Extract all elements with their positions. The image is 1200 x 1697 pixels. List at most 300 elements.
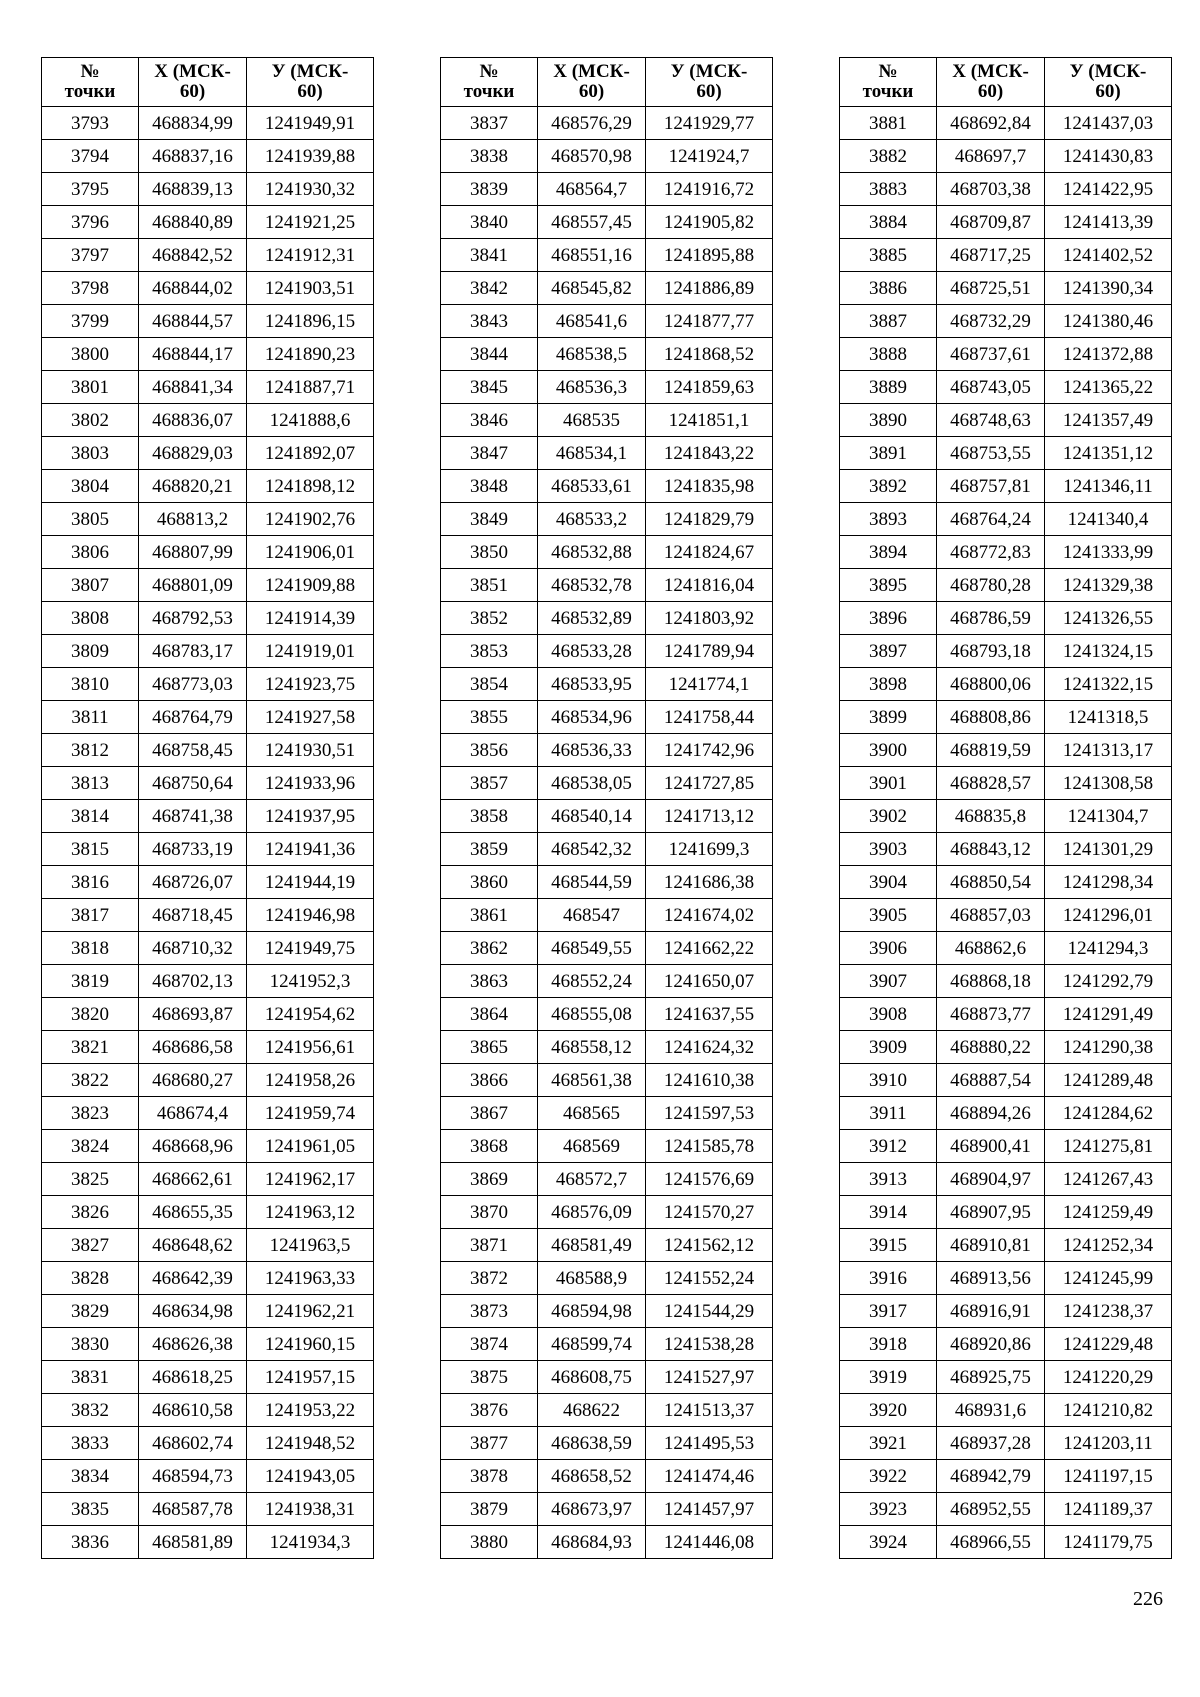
x-coordinate-cell: 468868,18 [937, 965, 1045, 998]
point-number-cell: 3823 [42, 1097, 139, 1130]
x-coordinate-cell: 468674,4 [139, 1097, 247, 1130]
y-coordinate-cell: 1241774,1 [646, 668, 773, 701]
y-coordinate-cell: 1241189,37 [1045, 1493, 1172, 1526]
point-number-cell: 3869 [441, 1163, 538, 1196]
x-coordinate-cell: 468844,57 [139, 305, 247, 338]
x-coordinate-cell: 468552,24 [538, 965, 646, 998]
x-coordinate-cell: 468564,7 [538, 173, 646, 206]
y-coordinate-cell: 1241290,38 [1045, 1031, 1172, 1064]
y-coordinate-cell: 1241923,75 [247, 668, 374, 701]
point-number-cell: 3846 [441, 404, 538, 437]
table-row [441, 1394, 773, 1427]
x-coordinate-cell: 468758,45 [139, 734, 247, 767]
header-y-coordinate: У (МСК- 60) [646, 58, 773, 107]
y-coordinate-cell: 1241868,52 [646, 338, 773, 371]
y-coordinate-cell: 1241929,77 [646, 107, 773, 140]
table-row [441, 866, 773, 899]
y-coordinate-cell: 1241513,37 [646, 1394, 773, 1427]
table-row [441, 668, 773, 701]
point-number-cell: 3835 [42, 1493, 139, 1526]
point-number-cell: 3800 [42, 338, 139, 371]
y-coordinate-cell: 1241898,12 [247, 470, 374, 503]
point-number-cell: 3923 [840, 1493, 937, 1526]
x-coordinate-cell: 468916,91 [937, 1295, 1045, 1328]
point-number-cell: 3881 [840, 107, 937, 140]
x-coordinate-cell: 468594,73 [139, 1460, 247, 1493]
table-row [42, 1361, 374, 1394]
table-row [840, 932, 1172, 965]
point-number-cell: 3857 [441, 767, 538, 800]
table-row [42, 1262, 374, 1295]
x-coordinate-cell: 468658,52 [538, 1460, 646, 1493]
point-number-cell: 3902 [840, 800, 937, 833]
point-number-cell: 3858 [441, 800, 538, 833]
x-coordinate-cell: 468547 [538, 899, 646, 932]
table-row [42, 1427, 374, 1460]
table-row [840, 1097, 1172, 1130]
x-coordinate-cell: 468534,96 [538, 701, 646, 734]
table-row [840, 833, 1172, 866]
header-point-number: № точки [441, 58, 538, 107]
table-row [42, 899, 374, 932]
table-row [840, 602, 1172, 635]
x-coordinate-cell: 468857,03 [937, 899, 1045, 932]
y-coordinate-cell: 1241413,39 [1045, 206, 1172, 239]
table-row [42, 437, 374, 470]
y-coordinate-cell: 1241962,21 [247, 1295, 374, 1328]
table-row [441, 404, 773, 437]
x-coordinate-cell: 468692,84 [937, 107, 1045, 140]
table-row [441, 239, 773, 272]
table-row [840, 965, 1172, 998]
x-coordinate-cell: 468538,5 [538, 338, 646, 371]
y-coordinate-cell: 1241446,08 [646, 1526, 773, 1559]
table-row [840, 1328, 1172, 1361]
point-number-cell: 3850 [441, 536, 538, 569]
table-row [42, 1394, 374, 1427]
x-coordinate-cell: 468673,97 [538, 1493, 646, 1526]
y-coordinate-cell: 1241886,89 [646, 272, 773, 305]
y-coordinate-cell: 1241197,15 [1045, 1460, 1172, 1493]
point-number-cell: 3907 [840, 965, 937, 998]
point-number-cell: 3798 [42, 272, 139, 305]
point-number-cell: 3916 [840, 1262, 937, 1295]
table-row [42, 569, 374, 602]
point-number-cell: 3828 [42, 1262, 139, 1295]
y-coordinate-cell: 1241457,97 [646, 1493, 773, 1526]
table-row [42, 734, 374, 767]
y-coordinate-cell: 1241585,78 [646, 1130, 773, 1163]
point-number-cell: 3888 [840, 338, 937, 371]
y-coordinate-cell: 1241742,96 [646, 734, 773, 767]
header-point-number: № точки [42, 58, 139, 107]
point-number-cell: 3900 [840, 734, 937, 767]
x-coordinate-cell: 468558,12 [538, 1031, 646, 1064]
x-coordinate-cell: 468741,38 [139, 800, 247, 833]
x-coordinate-cell: 468841,34 [139, 371, 247, 404]
point-number-cell: 3814 [42, 800, 139, 833]
table-row [441, 272, 773, 305]
table-row [42, 206, 374, 239]
x-coordinate-cell: 468533,2 [538, 503, 646, 536]
y-coordinate-cell: 1241934,3 [247, 1526, 374, 1559]
point-number-cell: 3822 [42, 1064, 139, 1097]
point-number-cell: 3924 [840, 1526, 937, 1559]
x-coordinate-cell: 468680,27 [139, 1064, 247, 1097]
table-row [840, 800, 1172, 833]
point-number-cell: 3905 [840, 899, 937, 932]
table-body [840, 107, 1172, 1559]
table-row [441, 338, 773, 371]
y-coordinate-cell: 1241919,01 [247, 635, 374, 668]
table-row [42, 1460, 374, 1493]
table-row [840, 668, 1172, 701]
point-number-cell: 3841 [441, 239, 538, 272]
table-row [840, 899, 1172, 932]
table-row [441, 536, 773, 569]
x-coordinate-cell: 468880,22 [937, 1031, 1045, 1064]
y-coordinate-cell: 1241674,02 [646, 899, 773, 932]
x-coordinate-cell: 468536,33 [538, 734, 646, 767]
x-coordinate-cell: 468900,41 [937, 1130, 1045, 1163]
y-coordinate-cell: 1241937,95 [247, 800, 374, 833]
point-number-cell: 3901 [840, 767, 937, 800]
y-coordinate-cell: 1241956,61 [247, 1031, 374, 1064]
table-row [840, 503, 1172, 536]
point-number-cell: 3802 [42, 404, 139, 437]
point-number-cell: 3870 [441, 1196, 538, 1229]
table-row [840, 701, 1172, 734]
table-row [42, 932, 374, 965]
y-coordinate-cell: 1241552,24 [646, 1262, 773, 1295]
x-coordinate-cell: 468937,28 [937, 1427, 1045, 1460]
point-number-cell: 3808 [42, 602, 139, 635]
table-row [441, 107, 773, 140]
table-row [42, 1196, 374, 1229]
table-row [840, 140, 1172, 173]
y-coordinate-cell: 1241713,12 [646, 800, 773, 833]
y-coordinate-cell: 1241650,07 [646, 965, 773, 998]
point-number-cell: 3853 [441, 635, 538, 668]
point-number-cell: 3899 [840, 701, 937, 734]
y-coordinate-cell: 1241954,62 [247, 998, 374, 1031]
point-number-cell: 3836 [42, 1526, 139, 1559]
y-coordinate-cell: 1241304,7 [1045, 800, 1172, 833]
x-coordinate-cell: 468837,16 [139, 140, 247, 173]
y-coordinate-cell: 1241308,58 [1045, 767, 1172, 800]
table-row [441, 140, 773, 173]
y-coordinate-cell: 1241946,98 [247, 899, 374, 932]
point-number-cell: 3827 [42, 1229, 139, 1262]
table-row [42, 965, 374, 998]
y-coordinate-cell: 1241597,53 [646, 1097, 773, 1130]
point-number-cell: 3849 [441, 503, 538, 536]
x-coordinate-cell: 468942,79 [937, 1460, 1045, 1493]
y-coordinate-cell: 1241953,22 [247, 1394, 374, 1427]
y-coordinate-cell: 1241960,15 [247, 1328, 374, 1361]
point-number-cell: 3911 [840, 1097, 937, 1130]
y-coordinate-cell: 1241322,15 [1045, 668, 1172, 701]
point-number-cell: 3891 [840, 437, 937, 470]
x-coordinate-cell: 468786,59 [937, 602, 1045, 635]
table-row [840, 536, 1172, 569]
point-number-cell: 3813 [42, 767, 139, 800]
y-coordinate-cell: 1241963,33 [247, 1262, 374, 1295]
x-coordinate-cell: 468850,54 [937, 866, 1045, 899]
x-coordinate-cell: 468913,56 [937, 1262, 1045, 1295]
table-row [42, 371, 374, 404]
x-coordinate-cell: 468834,99 [139, 107, 247, 140]
point-number-cell: 3831 [42, 1361, 139, 1394]
y-coordinate-cell: 1241958,26 [247, 1064, 374, 1097]
point-number-cell: 3894 [840, 536, 937, 569]
point-number-cell: 3796 [42, 206, 139, 239]
point-number-cell: 3859 [441, 833, 538, 866]
table-row [441, 998, 773, 1031]
x-coordinate-cell: 468634,98 [139, 1295, 247, 1328]
x-coordinate-cell: 468780,28 [937, 569, 1045, 602]
y-coordinate-cell: 1241914,39 [247, 602, 374, 635]
point-number-cell: 3878 [441, 1460, 538, 1493]
table-row [441, 1427, 773, 1460]
y-coordinate-cell: 1241949,91 [247, 107, 374, 140]
x-coordinate-cell: 468599,74 [538, 1328, 646, 1361]
table-row [441, 371, 773, 404]
x-coordinate-cell: 468668,96 [139, 1130, 247, 1163]
x-coordinate-cell: 468966,55 [937, 1526, 1045, 1559]
point-number-cell: 3833 [42, 1427, 139, 1460]
y-coordinate-cell: 1241902,76 [247, 503, 374, 536]
point-number-cell: 3803 [42, 437, 139, 470]
y-coordinate-cell: 1241895,88 [646, 239, 773, 272]
table-row [42, 1493, 374, 1526]
x-coordinate-cell: 468533,95 [538, 668, 646, 701]
table-body [441, 107, 773, 1559]
table-row [441, 833, 773, 866]
y-coordinate-cell: 1241390,34 [1045, 272, 1172, 305]
x-coordinate-cell: 468709,87 [937, 206, 1045, 239]
table-row [840, 1526, 1172, 1559]
y-coordinate-cell: 1241291,49 [1045, 998, 1172, 1031]
y-coordinate-cell: 1241538,28 [646, 1328, 773, 1361]
table-row [42, 536, 374, 569]
point-number-cell: 3913 [840, 1163, 937, 1196]
table-row [441, 503, 773, 536]
point-number-cell: 3805 [42, 503, 139, 536]
y-coordinate-cell: 1241686,38 [646, 866, 773, 899]
y-coordinate-cell: 1241933,96 [247, 767, 374, 800]
x-coordinate-cell: 468533,28 [538, 635, 646, 668]
point-number-cell: 3860 [441, 866, 538, 899]
x-coordinate-cell: 468772,83 [937, 536, 1045, 569]
x-coordinate-cell: 468792,53 [139, 602, 247, 635]
x-coordinate-cell: 468862,6 [937, 932, 1045, 965]
point-number-cell: 3909 [840, 1031, 937, 1064]
point-number-cell: 3867 [441, 1097, 538, 1130]
header-y-coordinate: У (МСК- 60) [247, 58, 374, 107]
table-header-row [840, 58, 1172, 107]
table-row [441, 800, 773, 833]
y-coordinate-cell: 1241941,36 [247, 833, 374, 866]
y-coordinate-cell: 1241245,99 [1045, 1262, 1172, 1295]
x-coordinate-cell: 468532,78 [538, 569, 646, 602]
x-coordinate-cell: 468541,6 [538, 305, 646, 338]
y-coordinate-cell: 1241495,53 [646, 1427, 773, 1460]
table-row [42, 998, 374, 1031]
table-row [441, 1328, 773, 1361]
table-row [441, 1361, 773, 1394]
x-coordinate-cell: 468557,45 [538, 206, 646, 239]
point-number-cell: 3820 [42, 998, 139, 1031]
table-row [441, 932, 773, 965]
y-coordinate-cell: 1241859,63 [646, 371, 773, 404]
y-coordinate-cell: 1241816,04 [646, 569, 773, 602]
point-number-cell: 3812 [42, 734, 139, 767]
table-row [441, 173, 773, 206]
x-coordinate-cell: 468684,93 [538, 1526, 646, 1559]
point-number-cell: 3818 [42, 932, 139, 965]
point-number-cell: 3807 [42, 569, 139, 602]
point-number-cell: 3914 [840, 1196, 937, 1229]
y-coordinate-cell: 1241346,11 [1045, 470, 1172, 503]
table-row [441, 899, 773, 932]
x-coordinate-cell: 468561,38 [538, 1064, 646, 1097]
x-coordinate-cell: 468608,75 [538, 1361, 646, 1394]
coordinates-table-1 [41, 57, 374, 1559]
point-number-cell: 3919 [840, 1361, 937, 1394]
y-coordinate-cell: 1241963,12 [247, 1196, 374, 1229]
table-row [840, 1229, 1172, 1262]
table-row [42, 1064, 374, 1097]
point-number-cell: 3834 [42, 1460, 139, 1493]
y-coordinate-cell: 1241313,17 [1045, 734, 1172, 767]
table-row [441, 1196, 773, 1229]
y-coordinate-cell: 1241318,5 [1045, 701, 1172, 734]
y-coordinate-cell: 1241843,22 [646, 437, 773, 470]
x-coordinate-cell: 468807,99 [139, 536, 247, 569]
point-number-cell: 3918 [840, 1328, 937, 1361]
table-row [42, 107, 374, 140]
point-number-cell: 3832 [42, 1394, 139, 1427]
point-number-cell: 3848 [441, 470, 538, 503]
x-coordinate-cell: 468717,25 [937, 239, 1045, 272]
y-coordinate-cell: 1241905,82 [646, 206, 773, 239]
y-coordinate-cell: 1241562,12 [646, 1229, 773, 1262]
table-row [42, 338, 374, 371]
point-number-cell: 3920 [840, 1394, 937, 1427]
x-coordinate-cell: 468844,17 [139, 338, 247, 371]
y-coordinate-cell: 1241921,25 [247, 206, 374, 239]
x-coordinate-cell: 468570,98 [538, 140, 646, 173]
table-row [441, 1163, 773, 1196]
x-coordinate-cell: 468535 [538, 404, 646, 437]
y-coordinate-cell: 1241912,31 [247, 239, 374, 272]
table-row [441, 1295, 773, 1328]
table-row [840, 437, 1172, 470]
table-row [42, 668, 374, 701]
x-coordinate-cell: 468819,59 [937, 734, 1045, 767]
x-coordinate-cell: 468931,6 [937, 1394, 1045, 1427]
y-coordinate-cell: 1241961,05 [247, 1130, 374, 1163]
x-coordinate-cell: 468808,86 [937, 701, 1045, 734]
y-coordinate-cell: 1241292,79 [1045, 965, 1172, 998]
table-row [840, 635, 1172, 668]
point-number-cell: 3794 [42, 140, 139, 173]
x-coordinate-cell: 468844,02 [139, 272, 247, 305]
table-row [840, 1031, 1172, 1064]
x-coordinate-cell: 468576,29 [538, 107, 646, 140]
x-coordinate-cell: 468538,05 [538, 767, 646, 800]
table-row [840, 338, 1172, 371]
point-number-cell: 3797 [42, 239, 139, 272]
y-coordinate-cell: 1241203,11 [1045, 1427, 1172, 1460]
x-coordinate-cell: 468836,07 [139, 404, 247, 437]
table-row [42, 470, 374, 503]
y-coordinate-cell: 1241927,58 [247, 701, 374, 734]
x-coordinate-cell: 468839,13 [139, 173, 247, 206]
x-coordinate-cell: 468842,52 [139, 239, 247, 272]
y-coordinate-cell: 1241326,55 [1045, 602, 1172, 635]
y-coordinate-cell: 1241896,15 [247, 305, 374, 338]
x-coordinate-cell: 468828,57 [937, 767, 1045, 800]
y-coordinate-cell: 1241474,46 [646, 1460, 773, 1493]
point-number-cell: 3922 [840, 1460, 937, 1493]
table-row [840, 1460, 1172, 1493]
x-coordinate-cell: 468887,54 [937, 1064, 1045, 1097]
table-row [441, 1031, 773, 1064]
x-coordinate-cell: 468733,19 [139, 833, 247, 866]
point-number-cell: 3851 [441, 569, 538, 602]
point-number-cell: 3852 [441, 602, 538, 635]
table-row [441, 1097, 773, 1130]
point-number-cell: 3915 [840, 1229, 937, 1262]
y-coordinate-cell: 1241944,19 [247, 866, 374, 899]
x-coordinate-cell: 468602,74 [139, 1427, 247, 1460]
header-x-coordinate: X (МСК- 60) [139, 58, 247, 107]
y-coordinate-cell: 1241365,22 [1045, 371, 1172, 404]
y-coordinate-cell: 1241380,46 [1045, 305, 1172, 338]
y-coordinate-cell: 1241916,72 [646, 173, 773, 206]
x-coordinate-cell: 468549,55 [538, 932, 646, 965]
point-number-cell: 3906 [840, 932, 937, 965]
y-coordinate-cell: 1241939,88 [247, 140, 374, 173]
point-number-cell: 3885 [840, 239, 937, 272]
table-row [441, 1064, 773, 1097]
y-coordinate-cell: 1241267,43 [1045, 1163, 1172, 1196]
x-coordinate-cell: 468710,32 [139, 932, 247, 965]
table-row [42, 503, 374, 536]
point-number-cell: 3865 [441, 1031, 538, 1064]
table-row [42, 1130, 374, 1163]
table-row [441, 1262, 773, 1295]
y-coordinate-cell: 1241259,49 [1045, 1196, 1172, 1229]
x-coordinate-cell: 468801,09 [139, 569, 247, 602]
point-number-cell: 3912 [840, 1130, 937, 1163]
point-number-cell: 3840 [441, 206, 538, 239]
point-number-cell: 3866 [441, 1064, 538, 1097]
y-coordinate-cell: 1241959,74 [247, 1097, 374, 1130]
x-coordinate-cell: 468764,79 [139, 701, 247, 734]
point-number-cell: 3864 [441, 998, 538, 1031]
y-coordinate-cell: 1241340,4 [1045, 503, 1172, 536]
x-coordinate-cell: 468642,39 [139, 1262, 247, 1295]
x-coordinate-cell: 468829,03 [139, 437, 247, 470]
y-coordinate-cell: 1241624,32 [646, 1031, 773, 1064]
x-coordinate-cell: 468920,86 [937, 1328, 1045, 1361]
y-coordinate-cell: 1241963,5 [247, 1229, 374, 1262]
y-coordinate-cell: 1241824,67 [646, 536, 773, 569]
table-row [441, 1493, 773, 1526]
